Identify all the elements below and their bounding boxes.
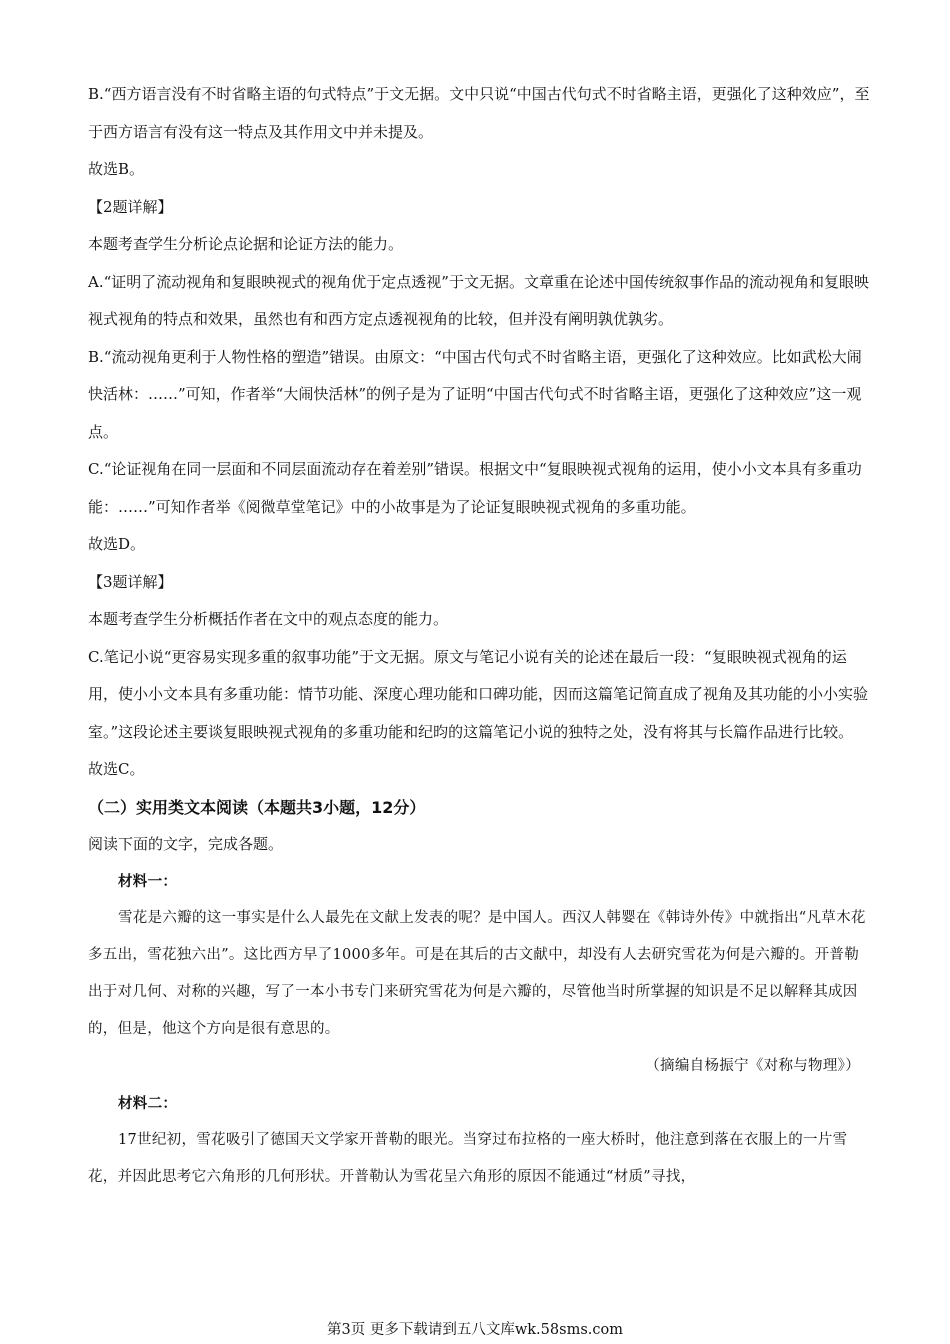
answer-paragraph: 本题考查学生分析概括作者在文中的观点态度的能力。 (88, 610, 449, 628)
section-title: （二）实用类文本阅读（本题共3小题，12分） (88, 797, 426, 817)
material-1-title: 材料一： (118, 873, 178, 890)
page-footer: 第3页 更多下载请到五八文库wk.58sms.com (327, 1322, 623, 1338)
material-2-body: 17世纪初，雪花吸引了德国天文学家开普勒的眼光。当穿过布拉格的一座大桥时，他注意到落在衣服上的一片雪花，并因此思考它六角形的几何形状。开普勒认为雪花呈六角形的原因不能通过“材质”寻找， (88, 1132, 848, 1185)
answer-conclusion: 故选D。 (88, 535, 146, 553)
material-1-body: 雪花是六瓣的这一事实是什么人最先在文献上发表的呢？是中国人。西汉人韩婴在《韩诗外传》中就指出“凡草木花多五出，雪花独六出”。这比西方早了1000多年。可是在其后的古文献中，却没有人去研究雪花为何是六瓣的。开普勒出于对几何、对称的兴趣，写了一本小书专门来研究雪花为何是六瓣的，尽管他当时所掌握的知识是不足以解释其成因的，但是，他这个方向是很有意思的。 (88, 910, 866, 1037)
answer-conclusion: 故选B。 (88, 160, 145, 178)
material-2-title: 材料二： (118, 1095, 178, 1112)
document-page (88, 76, 870, 1196)
answer-paragraph: B.“西方语言没有不时省略主语的句式特点”于文无据。文中只说“中国古代句式不时省略主语，更强化了这种效应”，至于西方语言有没有这一特点及其作用文中并未提及。 (88, 85, 870, 141)
answer-conclusion: 故选C。 (88, 760, 145, 778)
instruction-text: 阅读下面的文字，完成各题。 (88, 834, 284, 853)
answer-paragraph: B.“流动视角更利于人物性格的塑造”错误。由原文：“中国古代句式不时省略主语，更强化了这种效应。比如武松大闹快活林：……”可知，作者举“大闹快活林”的例子是为了证明“中国古代句式不时省略主语，更强化了这种效应”这一观点。 (88, 347, 862, 441)
answer-paragraph: C.“论证视角在同一层面和不同层面流动存在着差别”错误。根据文中“复眼映视式视角的运用，使小小文本具有多重功能：……”可知作者举《阅微草堂笔记》中的小故事是为了论证复眼映视式视角的多重功能。 (88, 460, 862, 516)
answer-paragraph: C.笔记小说“更容易实现多重的叙事功能”于文无据。原文与笔记小说有关的论述在最后一段：“复眼映视式视角的运用，使小小文本具有多重功能：情节功能、深度心理功能和口碑功能，因而这篇笔记简直成了视角及其功能的小小实验室。”这段论述主要谈复眼映视式视角的多重功能和纪昀的这篇笔记小说的独特之处，没有将其与长篇作品进行比较。 (88, 647, 869, 741)
question-heading: 【2题详解】 (88, 197, 173, 216)
question-heading: 【3题详解】 (88, 572, 173, 591)
answer-paragraph: A.“证明了流动视角和复眼映视式的视角优于定点透视”于文无据。文章重在论述中国传统叙事作品的流动视角和复眼映视式视角的特点和效果，虽然也有和西方定点透视视角的比较，但并没有阐明孰优孰劣。 (88, 272, 869, 328)
answer-paragraph: 本题考查学生分析论点论据和论证方法的能力。 (88, 235, 404, 253)
material-1-source: （摘编自杨振宁《对称与物理》） (645, 1058, 860, 1074)
